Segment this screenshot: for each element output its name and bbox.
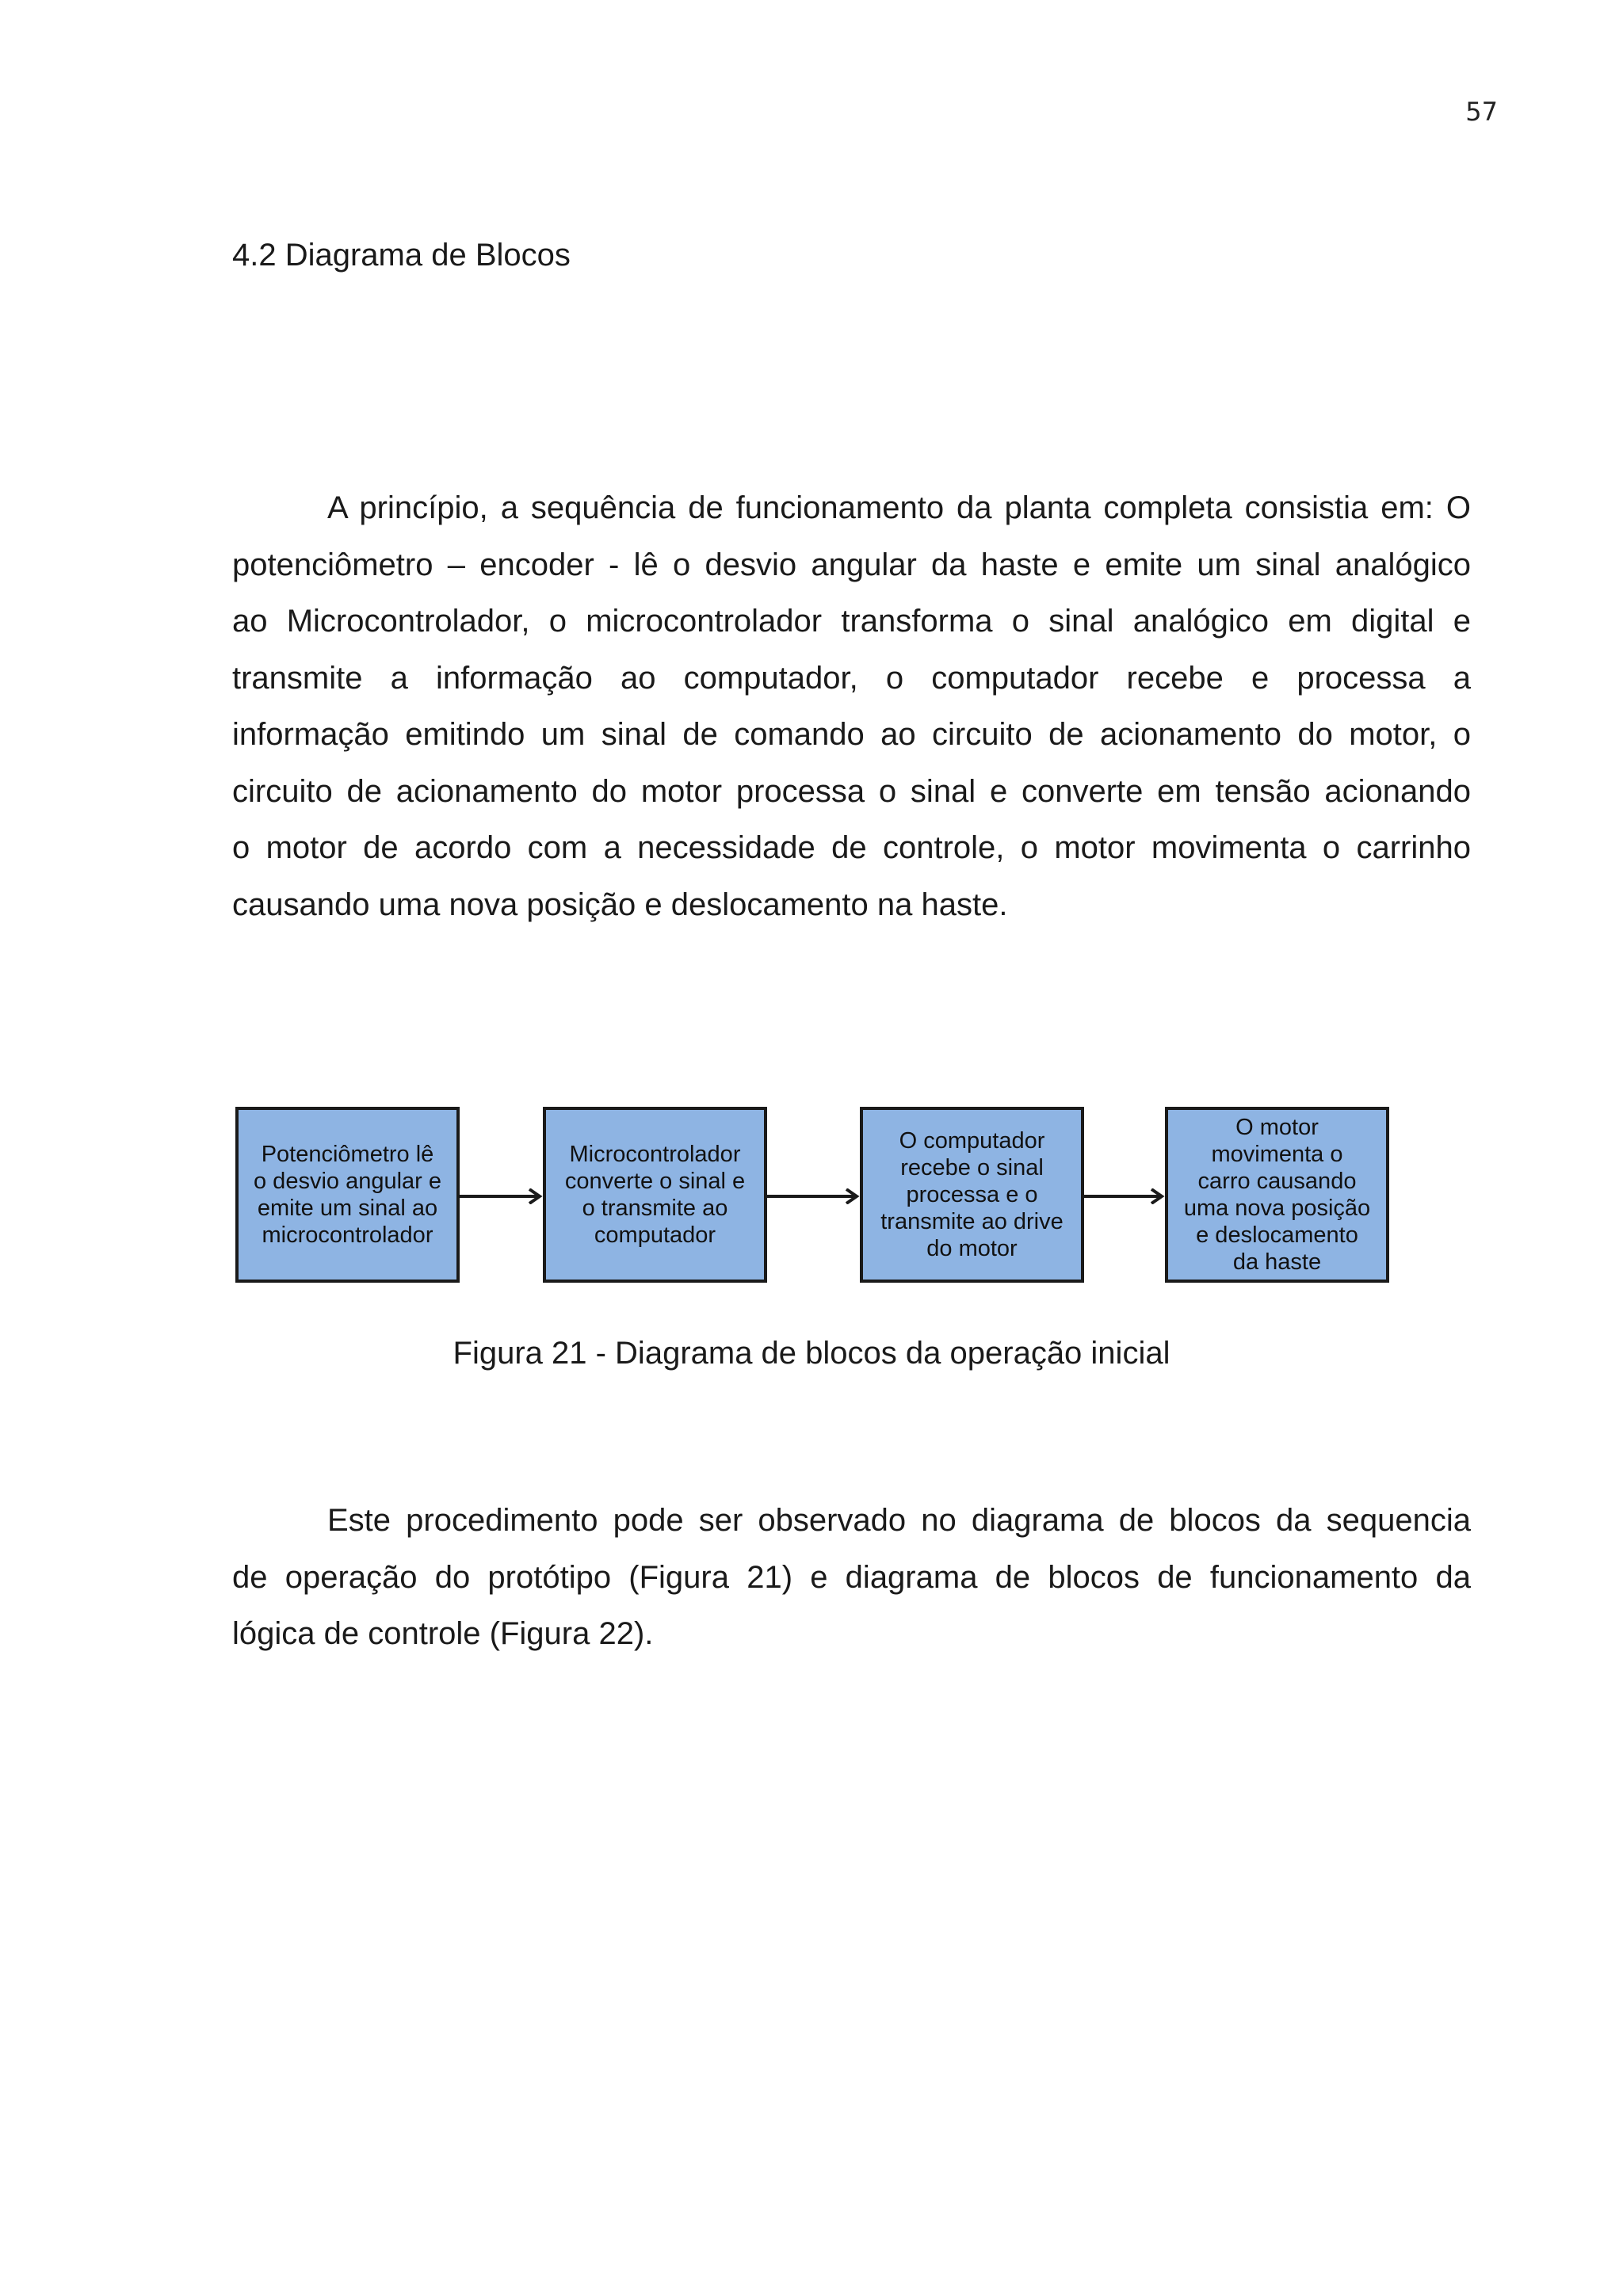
intro-paragraph — [232, 480, 1471, 933]
section-heading: 4.2 Diagrama de Blocos — [232, 238, 571, 273]
block-diagram — [235, 1107, 1396, 1289]
paragraph-line: A princípio, a sequência de funcionamento da planta completa consistia em: O — [327, 490, 1471, 525]
block-text-line: processa e o — [906, 1182, 1038, 1207]
block-potentiometer — [235, 1107, 460, 1283]
paragraph-line: de operação do protótipo (Figura 21) e diagrama de blocos de funcionamento da — [232, 1559, 1471, 1595]
block-text-line: microcontrolador — [262, 1222, 433, 1248]
block-text-line: Microcontrolador — [569, 1142, 741, 1167]
paragraph-line: circuito de acionamento do motor processa o sinal e converte em tensão acionando — [232, 773, 1471, 809]
block-text-line: transmite ao drive — [880, 1209, 1064, 1234]
block-text-line: O computador — [899, 1128, 1045, 1154]
block-text-line: emite um sinal ao — [257, 1196, 438, 1221]
block-text-line: carro causando — [1197, 1169, 1357, 1194]
block-text-line: O motor — [1235, 1115, 1319, 1140]
paragraph-line: causando uma nova posição e deslocamento na haste. — [232, 887, 1008, 922]
block-text-line: recebe o sinal — [900, 1155, 1044, 1180]
block-text-line: do motor — [926, 1236, 1018, 1261]
block-text-line: da haste — [1232, 1249, 1322, 1275]
paragraph-line: potenciômetro – encoder - lê o desvio angular da haste e emite um sinal analógico — [232, 547, 1471, 582]
closing-paragraph — [232, 1493, 1471, 1663]
paragraph-line: ao Microcontrolador, o microcontrolador transforma o sinal analógico em digital e — [232, 604, 1471, 639]
block-text-line: Potenciômetro lê — [261, 1142, 434, 1167]
arrow-right-icon — [767, 1188, 860, 1204]
paragraph-line: o motor de acordo com a necessidade de controle, o motor movimenta o carrinho — [232, 830, 1471, 865]
block-microcontroller — [543, 1107, 767, 1283]
arrow-right-icon — [1084, 1188, 1165, 1204]
paragraph-line: Este procedimento pode ser observado no diagrama de blocos da sequencia — [327, 1503, 1471, 1538]
block-text-line: computador — [594, 1222, 716, 1248]
block-text-line: e deslocamento — [1196, 1222, 1358, 1248]
block-text-line: converte o sinal e — [564, 1169, 746, 1194]
arrow-right-icon — [460, 1188, 543, 1204]
block-text-line: o desvio angular e — [254, 1169, 441, 1194]
block-text-line: movimenta o — [1211, 1142, 1343, 1167]
figure-caption: Figura 21 - Diagrama de blocos da operação inicial — [453, 1336, 1170, 1371]
paragraph-line: informação emitindo um sinal de comando ao circuito de acionamento do motor, o — [232, 717, 1471, 752]
block-computer — [860, 1107, 1084, 1283]
block-text-line: o transmite ao — [582, 1196, 728, 1221]
paragraph-line: lógica de controle (Figura 22). — [232, 1616, 654, 1651]
paragraph-line: transmite a informação ao computador, o computador recebe e processa a — [232, 660, 1471, 696]
block-text-line: uma nova posição — [1183, 1196, 1371, 1221]
block-motor — [1165, 1107, 1389, 1283]
page-number: 57 — [1465, 97, 1498, 127]
